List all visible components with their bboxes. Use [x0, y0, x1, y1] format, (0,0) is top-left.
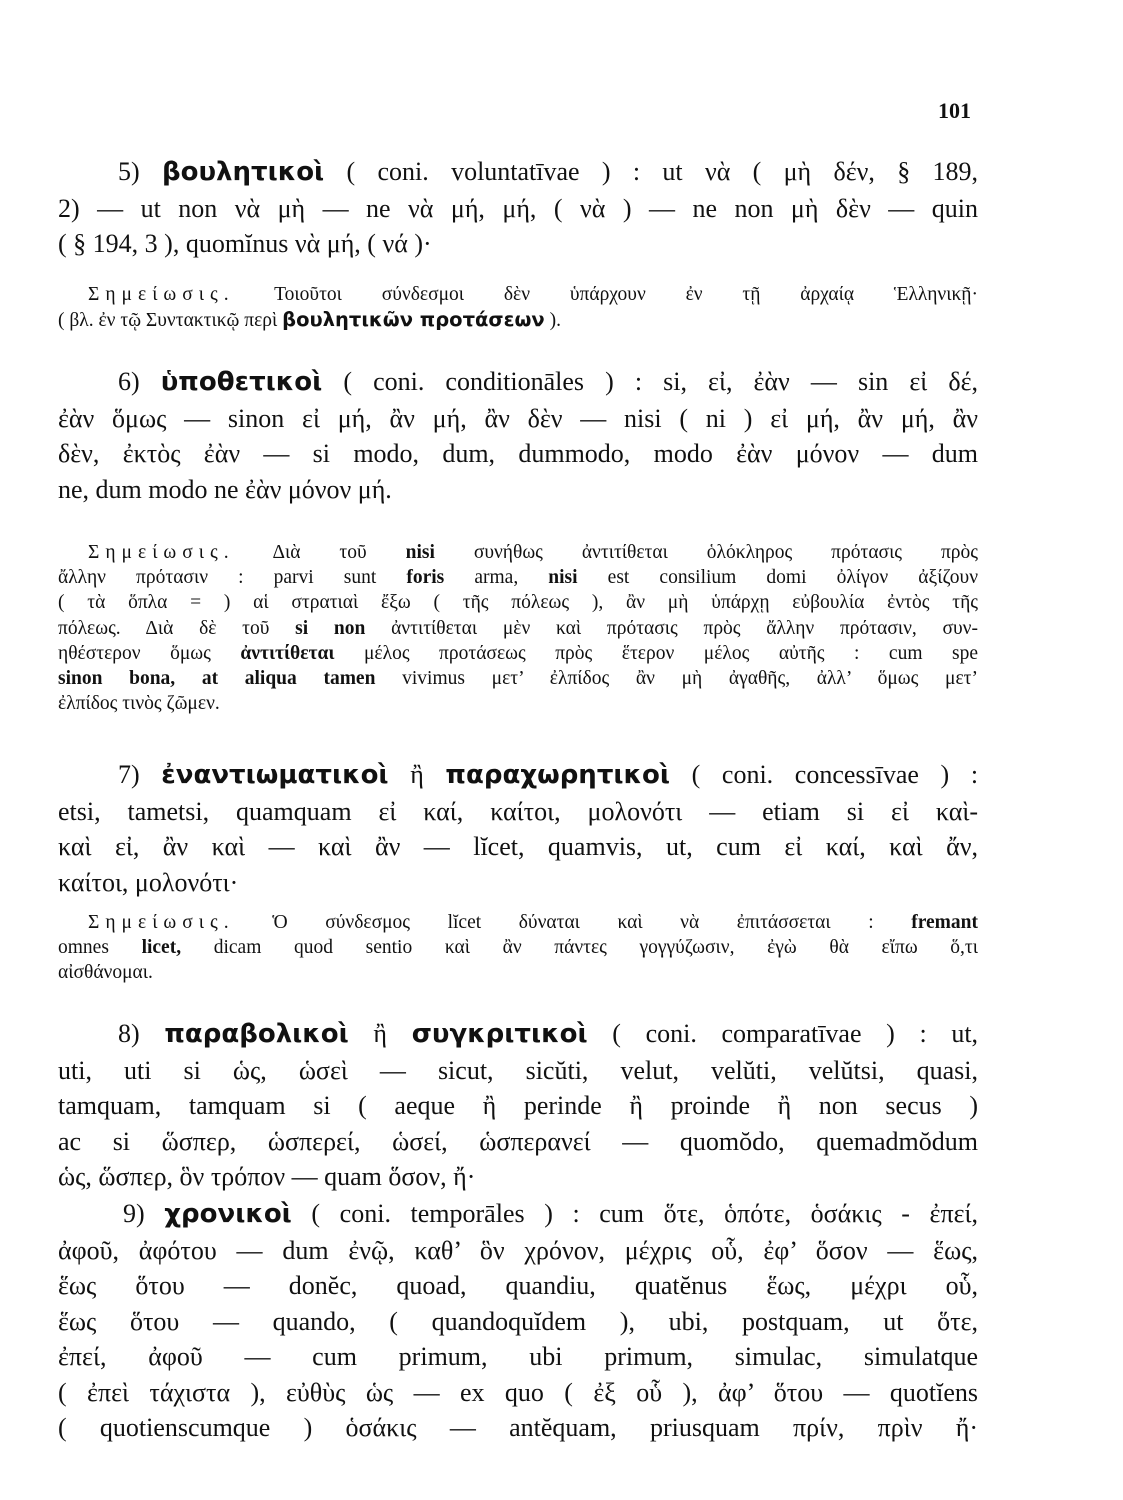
note-text: Ὁ σύνδεσμος lĭcet δύναται καὶ νὰ ἐπιτάσσεται :: [272, 912, 874, 933]
section-8: [58, 1016, 978, 1195]
section-6-line-1: [58, 364, 978, 401]
note-line: ἐλπίδος τινὸς ζῶμεν.: [58, 693, 220, 715]
note-text: vivimus μετ’ ἐλπίδος ἂν μὴ ἀγαθῆς, ἀλλ’ ὅμως μετ’: [402, 668, 978, 690]
section-term: βουλητικοὶ: [162, 157, 325, 187]
text-line: ( coni. concessīvae ) :: [691, 760, 979, 789]
note-text: est consilium domi ὀλίγον ἀξίζουν: [607, 567, 979, 589]
note-text: Διὰ τοῦ: [272, 542, 367, 563]
note-line: [58, 616, 978, 641]
note-line: [58, 282, 978, 307]
text-line: ἕως ὅτου — quando, ( quandoquĭdem ), ubi, postquam, ut ὅτε,: [58, 1306, 978, 1336]
text-line: tamquam, tamquam si ( aeque ἢ perinde ἢ proinde ἢ non secus ): [58, 1091, 978, 1120]
text-line: ἐὰν ὅμως — sinon εἰ μή, ἂν μή, ἂν δὲν — nisi ( ni ) εἰ μή, ἂν μή, ἂν: [58, 403, 978, 433]
text-line: ac si ὥσπερ, ὡσπερεί, ὡσεί, ὡσπερανεί — quomŏdo, quemadmŏdum: [58, 1126, 978, 1156]
note-text: ( βλ. ἐν τῷ Συντακτικῷ περὶ: [58, 310, 278, 332]
note-term: nisi: [548, 567, 578, 589]
note-text: ηθέστερον ὅμως: [58, 642, 211, 664]
text-line: ( quotienscumque ) ὁσάκις — antĕquam, priusquam πρίν, πρὶν ἤ·: [58, 1413, 978, 1442]
note-text: συνήθως ἀντιτίθεται ὁλόκληρος πρότασις πρὸς: [473, 542, 979, 563]
text-line: uti, uti si ὡς, ὡσεὶ — sicut, sicŭti, velut, velŭti, velŭtsi, quasi,: [58, 1055, 978, 1085]
note-line: [58, 565, 978, 590]
section-7: [58, 757, 978, 900]
note-label: Σημείωσις.: [88, 284, 235, 305]
note-line: αἰσθάνομαι.: [58, 962, 153, 984]
note-line: [58, 666, 978, 691]
note-text: omnes: [58, 937, 109, 959]
section-8-line-1: [58, 1016, 978, 1053]
conjunction: ἢ: [410, 760, 424, 789]
text-line: ( coni. voluntatīvae ) : ut νὰ ( μὴ δέν, § 189,: [346, 157, 979, 186]
section-number: 7): [118, 760, 140, 789]
section-term: παραχωρητικοὶ: [445, 760, 671, 790]
note-term: ἀντιτίθεται: [240, 642, 335, 664]
section-5: [58, 154, 978, 262]
page-number: 101: [938, 98, 971, 123]
text-line: ἕως ὅτου — donĕc, quoad, quandiu, quatĕnus ἕως, μέχρι οὗ,: [58, 1271, 978, 1300]
section-5-note: [58, 282, 978, 333]
section-7-line-1: [58, 757, 978, 794]
note-line: [58, 641, 978, 666]
section-7-note: [58, 910, 978, 986]
section-number: 9): [123, 1199, 145, 1228]
section-5-line-1: [58, 154, 978, 191]
note-line: [58, 540, 978, 565]
note-term: fremant: [911, 912, 979, 933]
text-line: ne, dum modo ne ἐὰν μόνον μή.: [58, 474, 392, 504]
text-line: ( § 194, 3 ), quomĭnus νὰ μή, ( νά )·: [58, 229, 432, 258]
text-line: ἀφοῦ, ἀφότου — dum ἐνῷ, καθ’ ὃν χρόνον, μέχρις οὗ, ἐφ’ ὅσον — ἕως,: [58, 1235, 978, 1265]
text-line: ( coni. comparatīvae ) : ut,: [612, 1019, 979, 1048]
note-label: Σημείωσις.: [88, 542, 235, 563]
note-text: ).: [549, 310, 561, 332]
section-number: 6): [118, 367, 140, 396]
text-line: ( ἐπεὶ τάχιστα ), εὐθὺς ὡς — ex quo ( ἐξ οὗ ), ἀφ’ ὅτου — quotĭens: [58, 1377, 978, 1407]
note-text: μέλος προτάσεως πρὸς ἕτερον μέλος αὐτῆς : cum spe: [363, 642, 979, 664]
text-line: καίτοι, μολονότι·: [58, 867, 239, 897]
note-text: Τοιοῦτοι σύνδεσμοι δὲν ὑπάρχουν ἐν τῇ ἀρχαίᾳ Ἑλληνικῇ·: [274, 284, 978, 305]
note-term: licet,: [141, 937, 182, 959]
note-text: ἄλλην πρότασιν : parvi sunt: [58, 567, 377, 589]
section-number: 5): [118, 157, 140, 186]
note-text: πόλεως. Διὰ δὲ τοῦ: [58, 617, 270, 639]
note-text: arma,: [474, 567, 519, 589]
note-line: ( τὰ ὅπλα = ) αἱ στρατιαὶ ἔξω ( τῆς πόλεως ), ἂν μὴ ὑπάρχῃ εὐβουλία ἐντὸς τῆς: [58, 592, 978, 614]
note-term: βουλητικῶν προτάσεων: [282, 308, 545, 332]
note-text: dicam quod sentio καὶ ἂν πάντες γογγύζωσιν, ἐγὼ θὰ εἴπω ὅ,τι: [213, 937, 979, 959]
section-6-note: [58, 540, 978, 716]
section-number: 8): [118, 1019, 140, 1048]
note-line: [58, 935, 978, 960]
section-term: παραβολικοὶ: [164, 1019, 349, 1049]
section-term: ὑποθετικοὶ: [160, 367, 323, 397]
section-term: συγκριτικοὶ: [411, 1019, 588, 1049]
text-line: ὡς, ὥσπερ, ὃν τρόπον — quam ὅσον, ἤ·: [58, 1162, 476, 1191]
text-line: ἐπεί, ἀφοῦ — cum primum, ubi primum, simulac, simulatque: [58, 1342, 978, 1371]
note-label: Σημείωσις.: [88, 912, 235, 933]
section-6: [58, 364, 978, 507]
section-term: ἐναντιωματικοὶ: [161, 760, 389, 790]
note-line: [58, 910, 978, 935]
text-line: καὶ εἰ, ἂν καὶ — καὶ ἂν — lĭcet, quamvis, ut, cum εἰ καί, καὶ ἄν,: [58, 832, 978, 861]
section-9-line-1: [58, 1196, 978, 1233]
note-text: ἀντιτίθεται μὲν καὶ πρότασις πρὸς ἄλλην πρότασιν, συν-: [391, 617, 978, 639]
text-line: 2) — ut non νὰ μὴ — ne νὰ μή, μή, ( νὰ ) — ne non μὴ δὲν — quin: [58, 193, 978, 223]
note-line: [58, 307, 978, 333]
note-term: si non: [295, 617, 366, 639]
text-line: δὲν, ἐκτὸς ἐὰν — si modo, dum, dummodo, modo ἐὰν μόνον — dum: [58, 439, 978, 468]
section-term: χρονικοὶ: [164, 1199, 292, 1229]
conjunction: ἢ: [373, 1019, 388, 1048]
note-term: sinon bona, at aliqua tamen: [58, 668, 376, 690]
note-term: foris: [406, 567, 445, 589]
text-line: ( coni. temporāles ) : cum ὅτε, ὁπότε, ὁσάκις - ἐπεί,: [311, 1199, 978, 1228]
text-line: etsi, tametsi, quamquam εἰ καί, καίτοι, μολονότι — etiam si εἰ καὶ-: [58, 796, 978, 826]
text-line: ( coni. conditionāles ) : si, εἰ, ἐὰν — sin εἰ δέ,: [343, 367, 979, 396]
section-9: [58, 1196, 978, 1446]
note-term: nisi: [405, 542, 435, 563]
